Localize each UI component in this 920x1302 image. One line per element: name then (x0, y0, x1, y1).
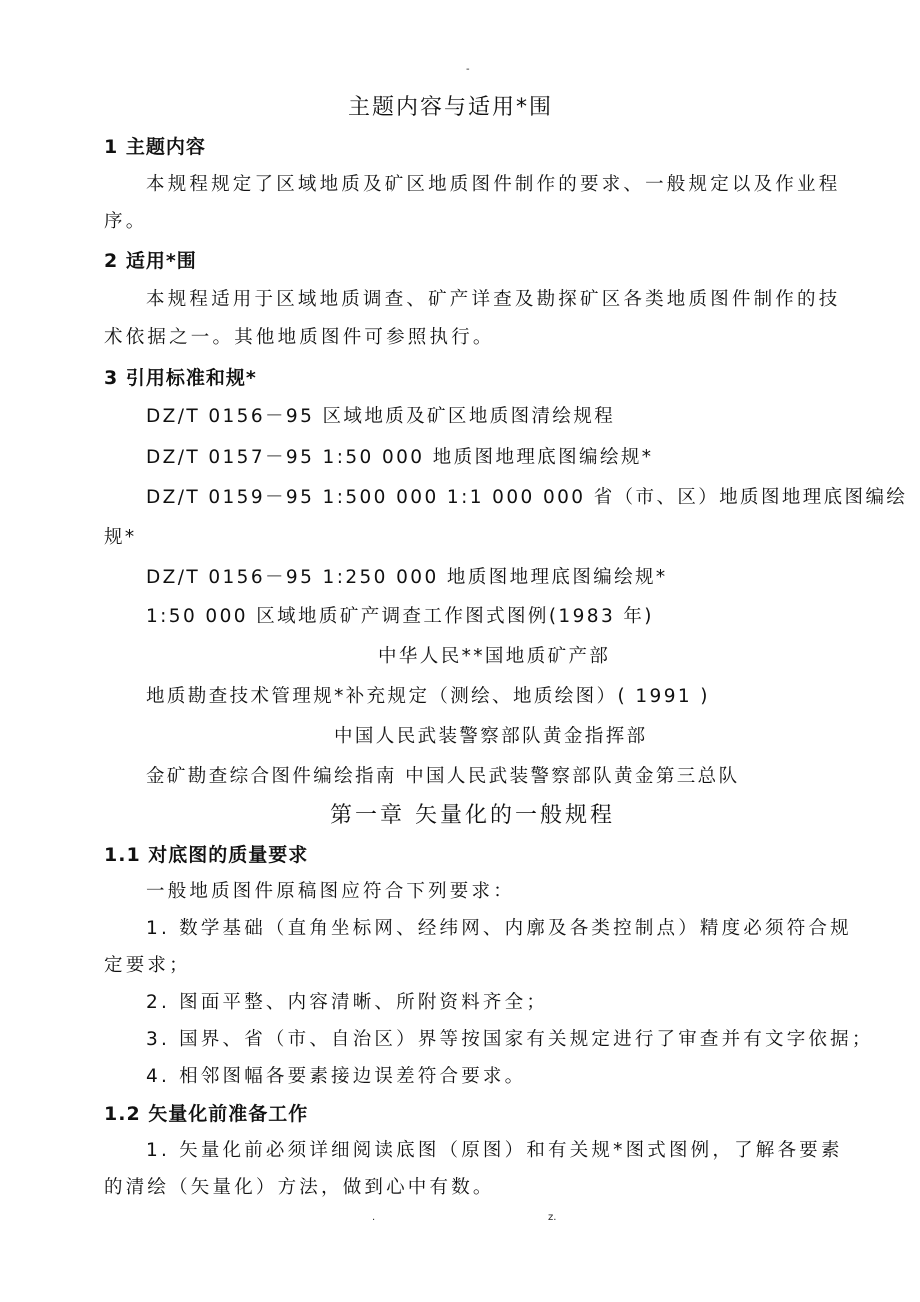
reference-item-continuation: 规* (104, 527, 137, 548)
requirement-item-3: 3. 国界、省（市、自治区）界等按国家有关规定进行了审查并有文字依据； (146, 1029, 874, 1050)
requirement-item-2: 2. 图面平整、内容清晰、所附资料齐全； (146, 992, 549, 1013)
chapter-1-title: 第一章 矢量化的一般规程 (330, 803, 615, 828)
page-title: 主题内容与适用*围 (348, 95, 554, 120)
section-2-heading: 2 适用*围 (104, 250, 197, 272)
footer-left-mark: . (372, 1212, 376, 1223)
section-2-paragraph-line-2: 术依据之一。其他地质图件可参照执行。 (104, 327, 495, 348)
section-2-paragraph-line-1: 本规程适用于区域地质调查、矿产详查及勘探矿区各类地质图件制作的技 (146, 289, 841, 310)
subsection-1-1-intro: 一般地质图件原稿图应符合下列要求： (146, 881, 515, 902)
reference-item: DZ/T 0156－95 区域地质及矿区地质图清绘规程 (146, 406, 616, 427)
reference-publisher: 中华人民**国地质矿产部 (378, 646, 611, 667)
subsection-1-1-heading: 1.1 对底图的质量要求 (104, 844, 309, 866)
reference-item: DZ/T 0157－95 1:50 000 地质图地理底图编绘规* (146, 447, 654, 468)
reference-publisher: 中国人民武装警察部队黄金指挥部 (334, 726, 648, 747)
subsection-1-2-heading: 1.2 矢量化前准备工作 (104, 1103, 309, 1125)
preparation-item-1-line-2: 的清绘（矢量化）方法，做到心中有数。 (104, 1177, 495, 1198)
requirement-item-1-line-1: 1. 数学基础（直角坐标网、经纬网、内廓及各类控制点）精度必须符合规 (146, 918, 852, 939)
preparation-item-1-line-1: 1. 矢量化前必须详细阅读底图（原图）和有关规*图式图例，了解各要素 (146, 1140, 843, 1161)
reference-item: 地质勘查技术管理规*补充规定（测绘、地质绘图）( 1991 ) (146, 686, 710, 707)
footer-right-mark: z. (548, 1212, 557, 1223)
reference-item: 金矿勘查综合图件编绘指南 中国人民武装警察部队黄金第三总队 (146, 766, 740, 787)
section-3-heading: 3 引用标准和规* (104, 367, 257, 389)
reference-item: DZ/T 0159－95 1:500 000 1:1 000 000 省（市、区）地质图地理底图编绘 (146, 487, 908, 508)
reference-item: DZ/T 0156－95 1:250 000 地质图地理底图编绘规* (146, 567, 668, 588)
header-mark: - (466, 64, 470, 75)
section-1-heading: 1 主题内容 (104, 136, 206, 158)
section-1-paragraph-line-2: 序。 (104, 211, 148, 232)
requirement-item-1-line-2: 定要求； (104, 955, 191, 976)
requirement-item-4: 4. 相邻图幅各要素接边误差符合要求。 (146, 1066, 527, 1087)
reference-item: 1:50 000 区域地质矿产调查工作图式图例(1983 年) (146, 606, 654, 627)
section-1-paragraph-line-1: 本规程规定了区域地质及矿区地质图件制作的要求、一般规定以及作业程 (146, 174, 841, 195)
